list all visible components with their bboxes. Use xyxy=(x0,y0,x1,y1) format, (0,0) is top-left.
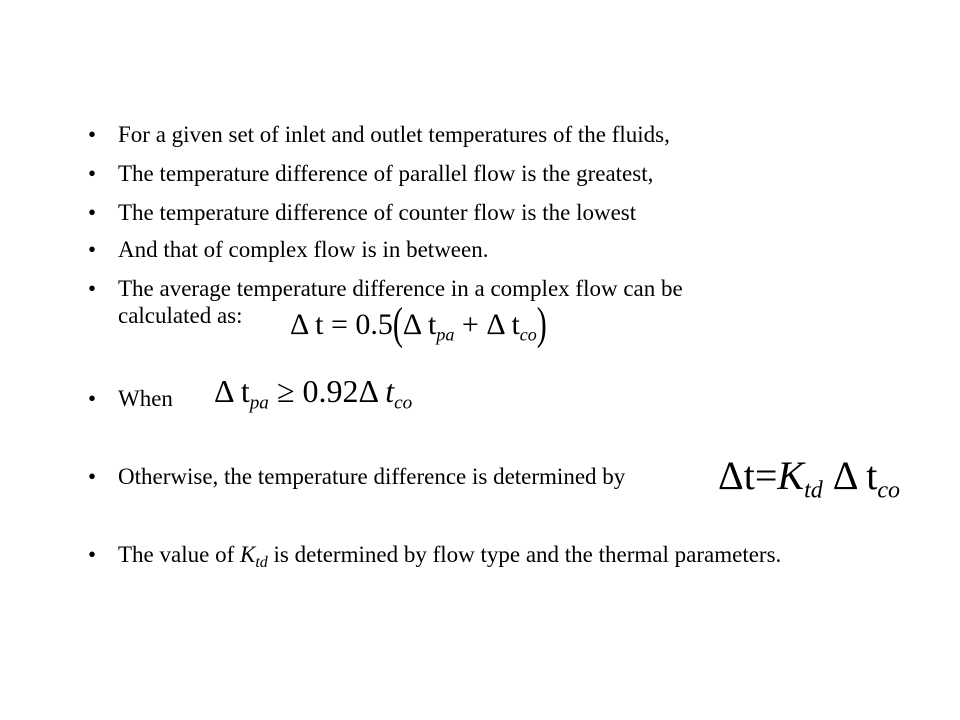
bullet-dot-icon: • xyxy=(88,237,97,262)
text-segment: is determined by flow type and the thermal parameters. xyxy=(267,542,782,567)
eq-term: Δ t xyxy=(486,308,520,341)
bullet-text: For a given set of inlet and outlet temperatures of the fluids, xyxy=(118,122,670,147)
eq-coefficient: K xyxy=(777,453,805,498)
eq-term: Δt xyxy=(718,453,755,498)
eq-operator: ≥ xyxy=(276,373,295,409)
eq-subscript: co xyxy=(519,324,537,345)
eq-coefficient: 0.5 xyxy=(355,308,393,341)
bullet-dot-icon: • xyxy=(88,122,97,147)
bullet-dot-icon: • xyxy=(88,464,97,489)
bullet-text xyxy=(118,541,798,576)
eq-coefficient: 0.92Δ xyxy=(302,373,378,409)
eq-subscript: co xyxy=(394,392,413,414)
eq-operator: + xyxy=(461,308,479,341)
bullet-text: The average temperature difference in a complex flow can be calculated as: xyxy=(118,276,683,328)
bullet-text: The temperature difference of counter flow is the lowest xyxy=(118,200,637,225)
eq-operator: = xyxy=(330,308,348,341)
eq-subscript: td xyxy=(804,477,823,504)
bullet-dot-icon: • xyxy=(88,276,97,301)
eq-term: Δ t xyxy=(290,308,324,341)
eq-term: Δ t xyxy=(214,373,250,409)
bullet-dot-icon: • xyxy=(88,386,97,411)
eq-operator: = xyxy=(754,453,778,498)
bullet-dot-icon: • xyxy=(88,542,97,567)
text-segment: The value of xyxy=(118,542,240,567)
bullet-text: And that of complex flow is in between. xyxy=(118,237,489,262)
eq-term: Δ t xyxy=(402,308,437,341)
bullet-dot-icon: • xyxy=(88,161,97,186)
eq-subscript: pa xyxy=(249,392,269,414)
bullet-text: Otherwise, the temperature difference is determined by xyxy=(118,464,626,489)
ktd-subscript: td xyxy=(255,554,268,571)
eq-term: t xyxy=(385,373,395,409)
eq-subscript: pa xyxy=(436,324,455,345)
bullet-text: The temperature difference of parallel flow is the greatest, xyxy=(118,161,654,186)
equation-ktd xyxy=(718,452,900,504)
eq-subscript: co xyxy=(877,477,901,504)
open-paren: ( xyxy=(392,299,403,349)
bullet-dot-icon: • xyxy=(88,200,97,225)
ktd-symbol: K xyxy=(239,542,256,567)
eq-term: Δ t xyxy=(832,453,878,498)
close-paren: ) xyxy=(536,299,547,349)
equation-condition xyxy=(214,373,412,415)
equation-average-temp-difference xyxy=(290,299,547,349)
bullet-text: When xyxy=(118,386,173,411)
